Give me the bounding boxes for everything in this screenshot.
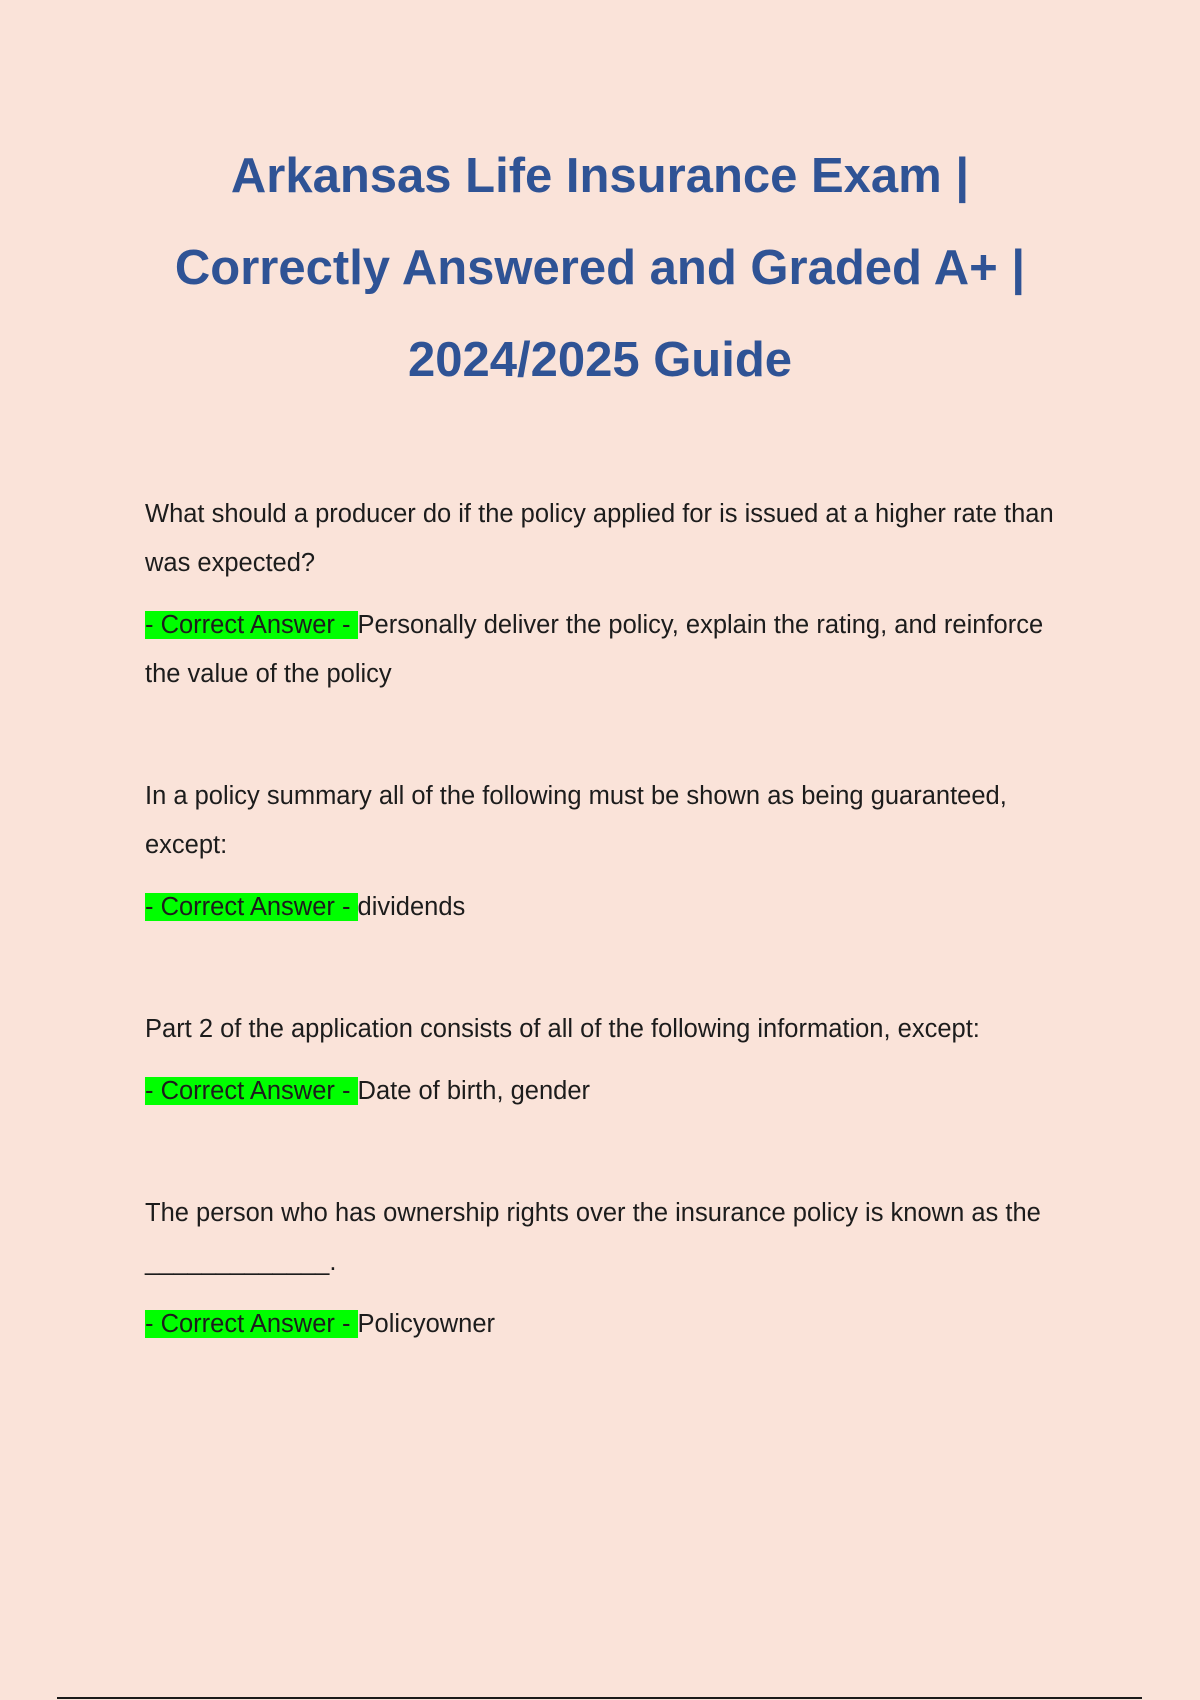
question-text: Part 2 of the application consists of all of the following information, except: [145, 1015, 980, 1043]
document-title [145, 130, 1055, 406]
footer-divider [57, 1697, 1142, 1699]
correct-answer-label: - Correct Answer - [145, 1077, 358, 1105]
answer-text: Policyowner [357, 1310, 496, 1338]
answer-text: Date of birth, gender [357, 1077, 591, 1105]
title-line: Arkansas Life Insurance Exam | [230, 149, 970, 203]
question-block [145, 490, 1055, 699]
answer-line [145, 601, 1055, 699]
question-list [145, 490, 1055, 1349]
question-block [145, 1189, 1055, 1349]
question-text: What should a producer do if the policy applied for is issued at a higher rate than was expected? [145, 500, 1054, 577]
answer-line [145, 1300, 1055, 1349]
question-text: The person who has ownership rights over the insurance policy is known as the _____________. [145, 1199, 1041, 1276]
answer-text: Personally deliver the policy, explain the rating, and reinforce the value of the policy [145, 611, 1044, 688]
document-page [145, 130, 1055, 1422]
correct-answer-label: - Correct Answer - [145, 611, 358, 639]
correct-answer-label: - Correct Answer - [145, 1310, 358, 1338]
answer-line [145, 1067, 1055, 1116]
correct-answer-label: - Correct Answer - [145, 893, 358, 921]
answer-line [145, 883, 1055, 932]
question-block [145, 1005, 1055, 1116]
answer-text: dividends [357, 893, 466, 921]
title-line: 2024/2025 Guide [407, 333, 793, 387]
question-block [145, 772, 1055, 932]
question-text: In a policy summary all of the following must be shown as being guaranteed, except: [145, 782, 1007, 859]
title-line: Correctly Answered and Graded A+ | [174, 241, 1026, 295]
